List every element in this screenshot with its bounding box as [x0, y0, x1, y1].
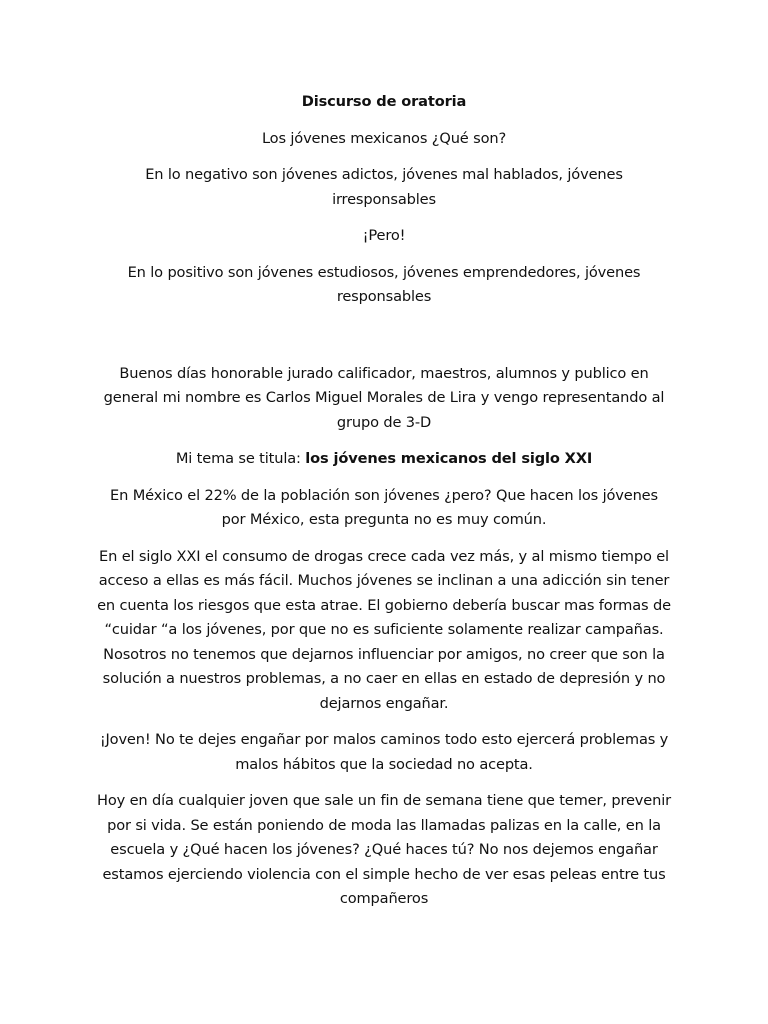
paragraph-warning: ¡Joven! No te dejes engañar por malos caminos todo esto ejercerá problemas y malos hábitos que la sociedad no acepta. — [99, 731, 669, 773]
topic-title: los jóvenes mexicanos del siglo XXI — [305, 450, 593, 467]
topic-line — [96, 447, 672, 472]
positive-paragraph: En lo positivo son jóvenes estudiosos, jóvenes emprendedores, jóvenes responsables — [127, 263, 641, 305]
negative-paragraph: En lo negativo son jóvenes adictos, jóvenes mal hablados, jóvenes irresponsables — [145, 166, 623, 208]
topic-label: Mi tema se titula: — [175, 450, 306, 467]
paragraph-statistics: En México el 22% de la población son jóvenes ¿pero? Que hacen los jóvenes por México, esta pregunta no es muy común. — [110, 486, 658, 528]
pero-line: ¡Pero! — [362, 227, 406, 244]
document-page — [96, 90, 672, 924]
document-title: Discurso de oratoria — [301, 93, 467, 110]
intro-question: Los jóvenes mexicanos ¿Qué son? — [261, 129, 507, 147]
greeting-paragraph: Buenos días honorable jurado calificador, maestros, alumnos y publico en general mi nombre es Carlos Miguel Morales de Lira y vengo representando al grupo de 3-D — [103, 364, 665, 431]
section-spacer — [96, 322, 672, 362]
paragraph-violence: Hoy en día cualquier joven que sale un fin de semana tiene que temer, prevenir por si vida. Se están poniendo de moda las llamadas palizas en la calle, en la escuela y ¿Qué hacen los jóvenes? ¿Qué haces tú? No nos dejemos engañar estamos ejerciendo violencia con el simple hecho de ver esas peleas entre tus compañeros — [97, 792, 671, 907]
paragraph-drugs: En el siglo XXI el consumo de drogas crece cada vez más, y al mismo tiempo el acceso a ellas es más fácil. Muchos jóvenes se inclinan a una adicción sin tener en cuenta los riesgos que esta atrae. El gobierno debería buscar mas formas de “cuidar “a los jóvenes, por que no es suficiente solamente realizar campañas. Nosotros no tenemos que dejarnos influenciar por amigos, no creer que son la solución a nuestros problemas, a no caer en ellas en estado de depresión y no dejarnos engañar. — [97, 547, 671, 712]
